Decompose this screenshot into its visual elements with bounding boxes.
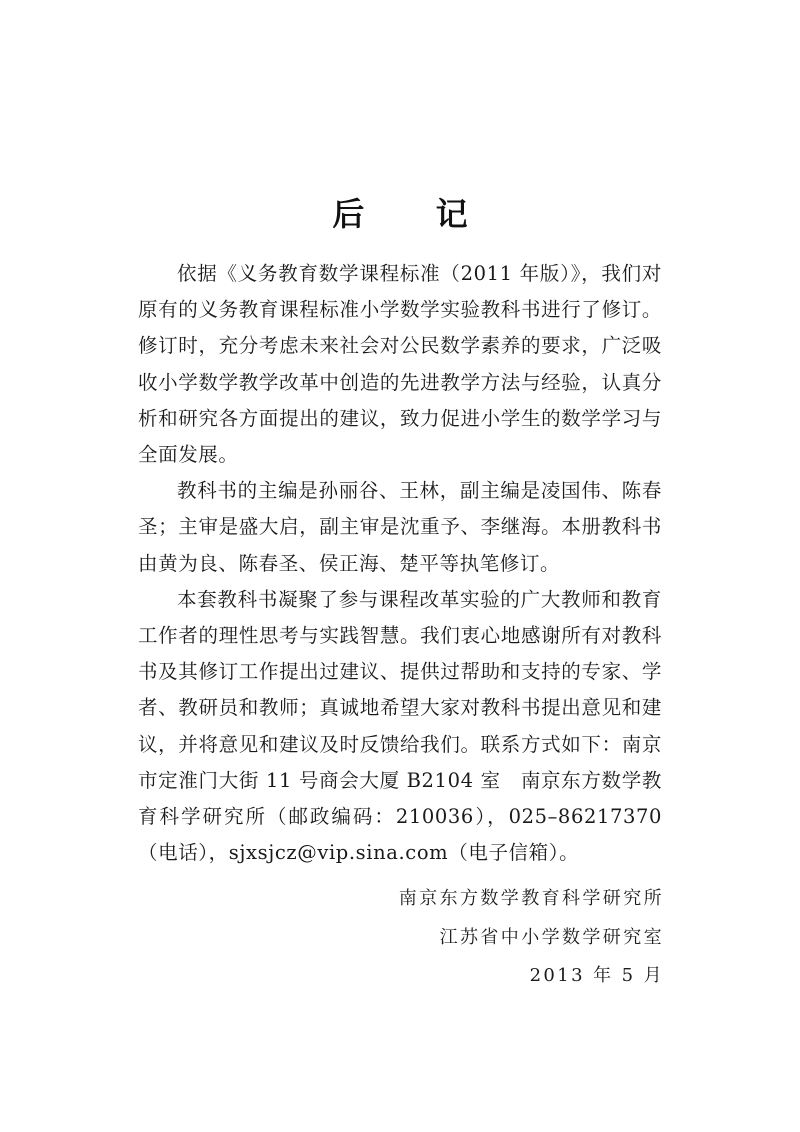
body-text: [138, 256, 662, 871]
signature-date: 2013 年 5 月: [529, 965, 664, 986]
paragraph-revision-basis: 依据《义务教育数学课程标准（2011 年版）》，我们对原有的义务教育课程标准小学数学实验教科书进行了修订。修订时，充分考虑未来社会对公民数学素养的要求，广泛吸收小学数学教学改革中创造的先进教学方法与经验，认真分析和研究各方面提出的建议，致力促进小学生的数学学习与全面发展。: [138, 262, 662, 467]
paragraph-acknowledgement-contact: 本套教科书凝聚了参与课程改革实验的广大教师和教育工作者的理性思考与实践智慧。我们衷心地感谢所有对教科书及其修订工作提出过建议、提供过帮助和支持的专家、学者、教研员和教师；真诚地希望大家对教科书提出意见和建议，并将意见和建议及时反馈给我们。联系方式如下：南京市定淮门大街 11 号商会大厦 B2104 室 南京东方数学教育科学研究所（邮政编码：210036），025–86217370（电话），sjxsjcz@vip.sina.com（电子信箱）。: [138, 587, 662, 865]
signature-org-institute: 南京东方数学教育科学研究所: [398, 888, 664, 909]
page-title: 后 记: [332, 195, 498, 234]
signature-block: [399, 880, 664, 996]
signature-org-research-office: 江苏省中小学数学研究室: [439, 926, 664, 948]
paragraph-editors: 教科书的主编是孙丽谷、王林，副主编是凌国伟、陈春圣；主审是盛大启，副主审是沈重予、李继海。本册教科书由黄为良、陈春圣、侯正海、楚平等执笔修订。: [138, 479, 662, 575]
